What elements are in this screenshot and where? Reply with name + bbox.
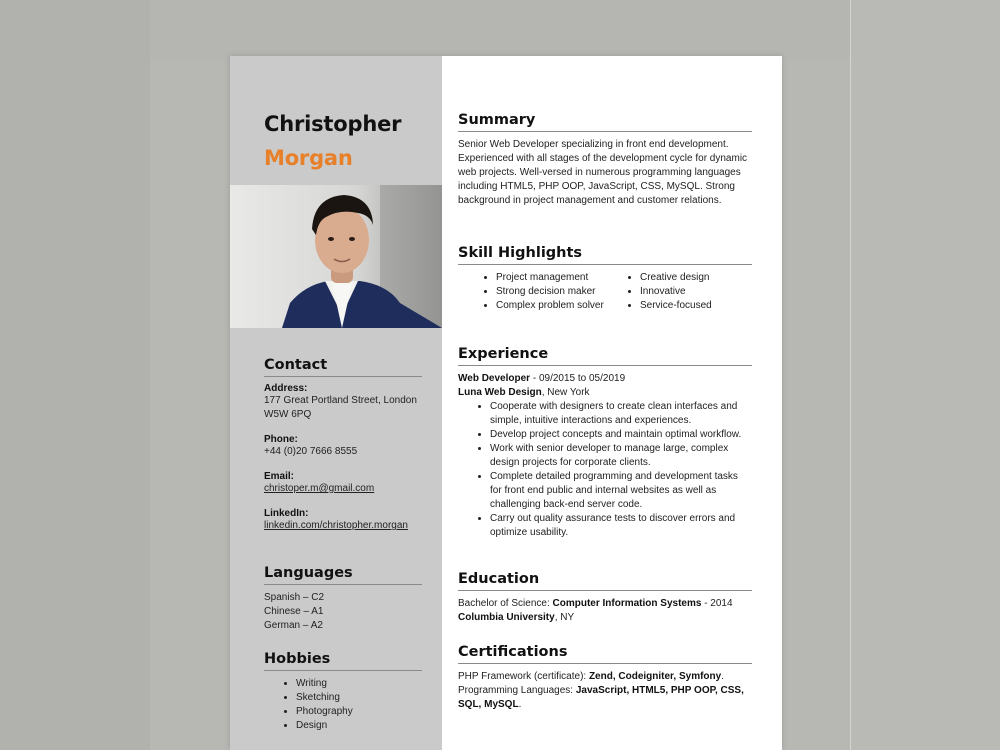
phone-value: +44 (0)20 7666 8555 [264, 446, 358, 457]
hobby-item: • Writing [296, 677, 422, 691]
experience-bullet: • Work with senior developer to manage large, complex design projects for corporate clients. [490, 442, 752, 470]
job-dates: - 09/2015 to 05/2019 [530, 373, 626, 384]
summary-section [458, 112, 752, 208]
linkedin-label: LinkedIn: [264, 508, 309, 519]
skills-list-1 [458, 271, 608, 313]
job-title: Web Developer [458, 373, 531, 384]
job-company-line [458, 386, 752, 400]
degree-line [458, 597, 752, 611]
skills-columns [458, 271, 752, 313]
education-section [458, 571, 752, 625]
cert-2-bold: JavaScript, HTML5, PHP OOP, CSS, SQL, MySQL [458, 685, 744, 710]
profile-photo [230, 185, 442, 328]
background-right [850, 0, 1000, 750]
hobbies-list [264, 677, 422, 733]
first-name: Christopher [264, 112, 402, 136]
address-field [264, 383, 422, 422]
skill-item: • Project management [496, 271, 608, 285]
summary-heading: Summary [458, 112, 752, 132]
skill-item: • Strong decision maker [496, 285, 608, 299]
degree: Bachelor of Science: [458, 598, 553, 609]
email-label: Email: [264, 471, 295, 482]
language-item: German – A2 [264, 620, 323, 631]
skill-item: • Innovative [640, 285, 752, 299]
skill-item: • Service-focused [640, 299, 752, 313]
skill-item: • Creative design [640, 271, 752, 285]
experience-bullets [458, 400, 752, 540]
certifications-heading: Certifications [458, 644, 752, 664]
language-item: Spanish – C2 [264, 592, 325, 603]
experience-bullet: • Cooperate with designers to create clean interfaces and simple, intuitive interactions and experiences. [490, 400, 752, 428]
certifications-section [458, 644, 752, 712]
school-line [458, 611, 752, 625]
school-location: , NY [554, 612, 575, 623]
cert-line-1 [458, 670, 752, 684]
linkedin-field [264, 508, 422, 533]
languages-heading: Languages [264, 565, 422, 585]
education-heading: Education [458, 571, 752, 591]
hobby-item: • Design [296, 719, 422, 733]
background-top [150, 0, 850, 60]
hobbies-heading: Hobbies [264, 651, 422, 671]
skills-list-2 [608, 271, 752, 313]
degree-year: - 2014 [701, 598, 733, 609]
experience-section [458, 346, 752, 540]
email-field [264, 471, 422, 496]
background-left [0, 0, 150, 750]
last-name: Morgan [264, 146, 353, 170]
experience-bullet: • Carry out quality assurance tests to discover errors and optimize usability. [490, 512, 752, 540]
job-title-line [458, 372, 752, 386]
resume-sidebar [230, 56, 442, 750]
experience-bullet: • Complete detailed programming and development tasks for front end public and internal websites as well as challenging back-end server code. [490, 470, 752, 512]
skills-heading: Skill Highlights [458, 245, 752, 265]
email-link[interactable]: christoper.m@gmail.com [264, 483, 375, 494]
address-line2: W5W 6PQ [264, 409, 312, 420]
skill-item: • Complex problem solver [496, 299, 608, 313]
address-label: Address: [264, 383, 308, 394]
cert-2-prefix: Programming Languages: [458, 685, 576, 696]
cert-1-suffix: . [721, 671, 724, 682]
hobby-item: • Sketching [296, 691, 422, 705]
phone-label: Phone: [264, 434, 298, 445]
experience-bullet: • Develop project concepts and maintain optimal workflow. [490, 428, 752, 442]
school-name: Columbia University [458, 612, 555, 623]
hobbies-section [264, 651, 422, 733]
degree-field: Computer Information Systems [552, 598, 702, 609]
skills-section [458, 245, 752, 313]
contact-heading: Contact [264, 357, 422, 377]
contact-section [264, 357, 422, 545]
summary-text: Senior Web Developer specializing in front end development. Experienced with all stages of the development cycle for dynamic web projects. Well-versed in numerous programming languages including HTML5, PHP OOP, JavaScript, CSS, MySQL. Strong background in project management and customer relations. [458, 139, 748, 206]
phone-field [264, 434, 422, 459]
language-item: Chinese – A1 [264, 606, 324, 617]
address-line1: 177 Great Portland Street, London [264, 395, 417, 406]
cert-1-bold: Zend, Codeigniter, Symfony [588, 671, 722, 682]
cert-1-prefix: PHP Framework (certificate): [458, 671, 589, 682]
languages-section [264, 565, 422, 633]
hobby-item: • Photography [296, 705, 422, 719]
job-location: , New York [541, 387, 590, 398]
experience-heading: Experience [458, 346, 752, 366]
job-company: Luna Web Design [458, 387, 542, 398]
linkedin-link[interactable]: linkedin.com/christopher.morgan [264, 520, 408, 531]
cert-line-2 [458, 684, 752, 712]
cert-2-suffix: . [518, 699, 522, 710]
resume-page [230, 56, 782, 750]
